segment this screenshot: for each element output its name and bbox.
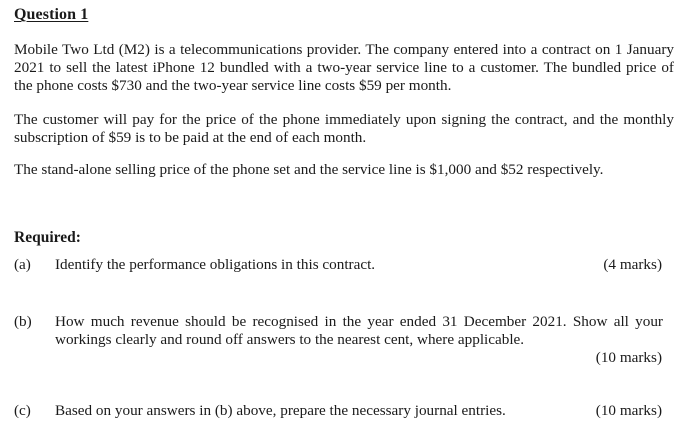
part-c-label: (c)	[14, 402, 31, 419]
scenario-paragraph-2: The customer will pay for the price of the phone immediately upon signing the contract, and the monthly subscription of $59 is to be paid at the end of each month.	[14, 111, 674, 146]
scenario-paragraph-3: The stand-alone selling price of the phone set and the service line is $1,000 and $52 respectively.	[14, 161, 604, 178]
part-a-label: (a)	[14, 256, 31, 273]
part-a-text: Identify the performance obligations in this contract.	[55, 256, 376, 273]
part-b-label: (b)	[14, 313, 32, 330]
part-b-marks: (10 marks)	[595, 349, 662, 366]
scenario-paragraph-1: Mobile Two Ltd (M2) is a telecommunications provider. The company entered into a contract on 1 January 2021 to sell the latest iPhone 12 bundled with a two-year service line to a customer. The bundled price of the phone costs $730 and the two-year service line costs $59 per month.	[14, 41, 674, 94]
part-c-text: Based on your answers in (b) above, prepare the necessary journal entries.	[55, 402, 506, 419]
part-c-marks: (10 marks)	[595, 402, 662, 419]
question-title: Question 1	[14, 6, 89, 23]
required-heading: Required:	[14, 229, 81, 246]
part-b-text: How much revenue should be recognised in the year ended 31 December 2021. Show all your workings clearly and round off answers to the nearest cent, where applicable.	[55, 313, 663, 348]
part-a-marks: (4 marks)	[603, 256, 662, 273]
